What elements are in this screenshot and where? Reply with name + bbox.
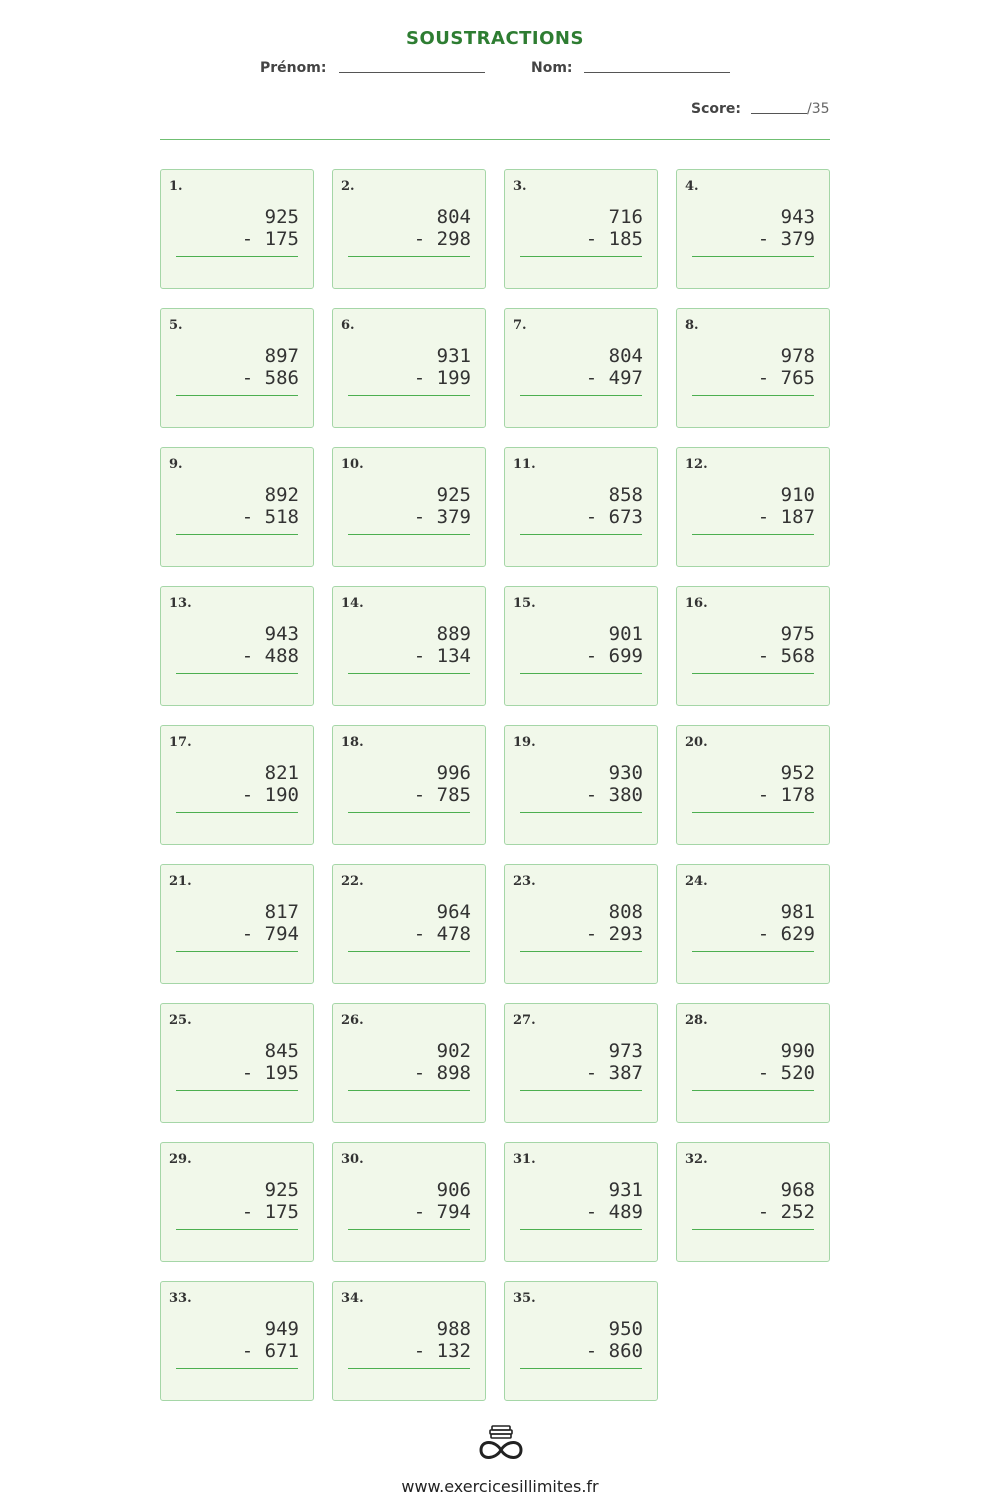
minuend: 988 — [436, 1318, 471, 1340]
minuend: 845 — [264, 1040, 299, 1062]
problem-number: 30. — [341, 1152, 364, 1167]
answer-field[interactable] — [348, 812, 470, 813]
minuend: 943 — [780, 206, 815, 228]
subtrahend: - 178 — [757, 784, 815, 806]
problem-card — [160, 308, 314, 428]
problem-number: 19. — [513, 735, 536, 750]
problem-card — [332, 1281, 486, 1401]
problem-number: 32. — [685, 1152, 708, 1167]
answer-field[interactable] — [520, 951, 642, 952]
answer-field[interactable] — [176, 1229, 298, 1230]
problem-number: 2. — [341, 179, 355, 194]
minuend: 925 — [264, 206, 299, 228]
minuend: 931 — [436, 345, 471, 367]
problem-number: 9. — [169, 457, 183, 472]
problem-card — [504, 1142, 658, 1262]
answer-field[interactable] — [520, 1368, 642, 1369]
problem-card — [332, 308, 486, 428]
problem-number: 7. — [513, 318, 527, 333]
subtrahend: - 387 — [585, 1062, 643, 1084]
problem-number: 23. — [513, 874, 536, 889]
subtrahend: - 488 — [241, 645, 299, 667]
subtrahend: - 380 — [585, 784, 643, 806]
problem-number: 15. — [513, 596, 536, 611]
answer-field[interactable] — [348, 534, 470, 535]
books-infinity-icon — [475, 1424, 527, 1464]
problem-card — [504, 725, 658, 845]
firstname-field[interactable] — [339, 72, 485, 73]
minuend: 964 — [436, 901, 471, 923]
minuend: 981 — [780, 901, 815, 923]
answer-field[interactable] — [692, 1090, 814, 1091]
answer-field[interactable] — [692, 256, 814, 257]
answer-field[interactable] — [692, 395, 814, 396]
answer-field[interactable] — [176, 673, 298, 674]
answer-field[interactable] — [520, 395, 642, 396]
score-field[interactable] — [751, 113, 807, 114]
problem-card — [160, 586, 314, 706]
answer-field[interactable] — [692, 534, 814, 535]
problem-number: 4. — [685, 179, 699, 194]
minuend: 973 — [608, 1040, 643, 1062]
problem-number: 17. — [169, 735, 192, 750]
answer-field[interactable] — [348, 256, 470, 257]
problem-number: 18. — [341, 735, 364, 750]
problem-number: 11. — [513, 457, 536, 472]
minuend: 949 — [264, 1318, 299, 1340]
subtrahend: - 199 — [413, 367, 471, 389]
subtrahend: - 794 — [241, 923, 299, 945]
minuend: 804 — [608, 345, 643, 367]
subtrahend: - 195 — [241, 1062, 299, 1084]
problem-card — [504, 586, 658, 706]
score-label: Score: — [691, 101, 741, 117]
answer-field[interactable] — [348, 395, 470, 396]
problem-card — [160, 169, 314, 289]
minuend: 906 — [436, 1179, 471, 1201]
problem-number: 25. — [169, 1013, 192, 1028]
problem-card — [676, 725, 830, 845]
answer-field[interactable] — [692, 1229, 814, 1230]
answer-field[interactable] — [176, 395, 298, 396]
subtrahend: - 671 — [241, 1340, 299, 1362]
problem-card — [504, 864, 658, 984]
problem-card — [504, 308, 658, 428]
answer-field[interactable] — [348, 1090, 470, 1091]
minuend: 901 — [608, 623, 643, 645]
answer-field[interactable] — [520, 534, 642, 535]
subtrahend: - 489 — [585, 1201, 643, 1223]
minuend: 858 — [608, 484, 643, 506]
problem-card — [676, 447, 830, 567]
problem-number: 10. — [341, 457, 364, 472]
problem-number: 26. — [341, 1013, 364, 1028]
problem-number: 35. — [513, 1291, 536, 1306]
minuend: 817 — [264, 901, 299, 923]
subtrahend: - 794 — [413, 1201, 471, 1223]
minuend: 892 — [264, 484, 299, 506]
problem-number: 16. — [685, 596, 708, 611]
answer-field[interactable] — [176, 256, 298, 257]
problem-card — [676, 169, 830, 289]
lastname-field[interactable] — [584, 72, 730, 73]
problem-number: 8. — [685, 318, 699, 333]
problem-card — [160, 1281, 314, 1401]
problem-number: 13. — [169, 596, 192, 611]
page-title: SOUSTRACTIONS — [406, 28, 584, 49]
minuend: 968 — [780, 1179, 815, 1201]
minuend: 975 — [780, 623, 815, 645]
problem-number: 33. — [169, 1291, 192, 1306]
minuend: 897 — [264, 345, 299, 367]
minuend: 996 — [436, 762, 471, 784]
answer-field[interactable] — [520, 256, 642, 257]
minuend: 930 — [608, 762, 643, 784]
minuend: 889 — [436, 623, 471, 645]
problem-card — [676, 1142, 830, 1262]
problem-card — [160, 864, 314, 984]
answer-field[interactable] — [348, 1229, 470, 1230]
answer-field[interactable] — [348, 673, 470, 674]
minuend: 925 — [264, 1179, 299, 1201]
problem-number: 31. — [513, 1152, 536, 1167]
problem-number: 24. — [685, 874, 708, 889]
problem-card — [504, 1281, 658, 1401]
subtrahend: - 629 — [757, 923, 815, 945]
answer-field[interactable] — [520, 812, 642, 813]
subtrahend: - 175 — [241, 1201, 299, 1223]
minuend: 804 — [436, 206, 471, 228]
answer-field[interactable] — [176, 1090, 298, 1091]
subtrahend: - 898 — [413, 1062, 471, 1084]
problem-card — [504, 169, 658, 289]
problem-card — [676, 308, 830, 428]
answer-field[interactable] — [348, 951, 470, 952]
minuend: 950 — [608, 1318, 643, 1340]
minuend: 952 — [780, 762, 815, 784]
subtrahend: - 785 — [413, 784, 471, 806]
minuend: 925 — [436, 484, 471, 506]
subtrahend: - 190 — [241, 784, 299, 806]
answer-field[interactable] — [176, 1368, 298, 1369]
subtrahend: - 298 — [413, 228, 471, 250]
answer-field[interactable] — [520, 1229, 642, 1230]
problem-card — [676, 586, 830, 706]
minuend: 821 — [264, 762, 299, 784]
subtrahend: - 187 — [757, 506, 815, 528]
minuend: 931 — [608, 1179, 643, 1201]
subtrahend: - 175 — [241, 228, 299, 250]
minuend: 910 — [780, 484, 815, 506]
answer-field[interactable] — [520, 1090, 642, 1091]
problem-number: 28. — [685, 1013, 708, 1028]
subtrahend: - 518 — [241, 506, 299, 528]
problem-card — [676, 1003, 830, 1123]
answer-field[interactable] — [520, 673, 642, 674]
subtrahend: - 586 — [241, 367, 299, 389]
problem-card — [332, 1003, 486, 1123]
answer-field[interactable] — [692, 673, 814, 674]
lastname-label: Nom: — [531, 60, 573, 76]
answer-field[interactable] — [176, 812, 298, 813]
problem-card — [160, 1142, 314, 1262]
problem-card — [332, 1142, 486, 1262]
score-total: /35 — [807, 101, 830, 117]
footer-url: www.exercicesillimites.fr — [401, 1477, 599, 1496]
answer-field[interactable] — [692, 951, 814, 952]
subtrahend: - 379 — [757, 228, 815, 250]
problem-card — [332, 725, 486, 845]
subtrahend: - 568 — [757, 645, 815, 667]
problem-card — [160, 725, 314, 845]
minuend: 978 — [780, 345, 815, 367]
subtrahend: - 252 — [757, 1201, 815, 1223]
problem-number: 5. — [169, 318, 183, 333]
subtrahend: - 699 — [585, 645, 643, 667]
problem-card — [676, 864, 830, 984]
subtrahend: - 520 — [757, 1062, 815, 1084]
problem-number: 20. — [685, 735, 708, 750]
problem-card — [332, 169, 486, 289]
problem-number: 12. — [685, 457, 708, 472]
minuend: 990 — [780, 1040, 815, 1062]
header-divider — [160, 139, 830, 140]
minuend: 808 — [608, 901, 643, 923]
problem-number: 14. — [341, 596, 364, 611]
answer-field[interactable] — [176, 534, 298, 535]
problem-number: 27. — [513, 1013, 536, 1028]
subtrahend: - 379 — [413, 506, 471, 528]
subtrahend: - 673 — [585, 506, 643, 528]
subtrahend: - 293 — [585, 923, 643, 945]
problem-number: 3. — [513, 179, 527, 194]
minuend: 943 — [264, 623, 299, 645]
problem-card — [332, 586, 486, 706]
subtrahend: - 497 — [585, 367, 643, 389]
answer-field[interactable] — [348, 1368, 470, 1369]
problem-number: 21. — [169, 874, 192, 889]
minuend: 716 — [608, 206, 643, 228]
problem-card — [160, 447, 314, 567]
firstname-label: Prénom: — [260, 60, 327, 76]
minuend: 902 — [436, 1040, 471, 1062]
answer-field[interactable] — [692, 812, 814, 813]
subtrahend: - 860 — [585, 1340, 643, 1362]
subtrahend: - 134 — [413, 645, 471, 667]
subtrahend: - 185 — [585, 228, 643, 250]
problem-card — [160, 1003, 314, 1123]
problem-number: 6. — [341, 318, 355, 333]
subtrahend: - 478 — [413, 923, 471, 945]
problem-card — [332, 864, 486, 984]
problem-number: 22. — [341, 874, 364, 889]
subtrahend: - 765 — [757, 367, 815, 389]
subtrahend: - 132 — [413, 1340, 471, 1362]
problem-card — [504, 447, 658, 567]
problem-card — [332, 447, 486, 567]
problem-card — [504, 1003, 658, 1123]
problem-number: 34. — [341, 1291, 364, 1306]
problem-number: 1. — [169, 179, 183, 194]
problem-number: 29. — [169, 1152, 192, 1167]
answer-field[interactable] — [176, 951, 298, 952]
